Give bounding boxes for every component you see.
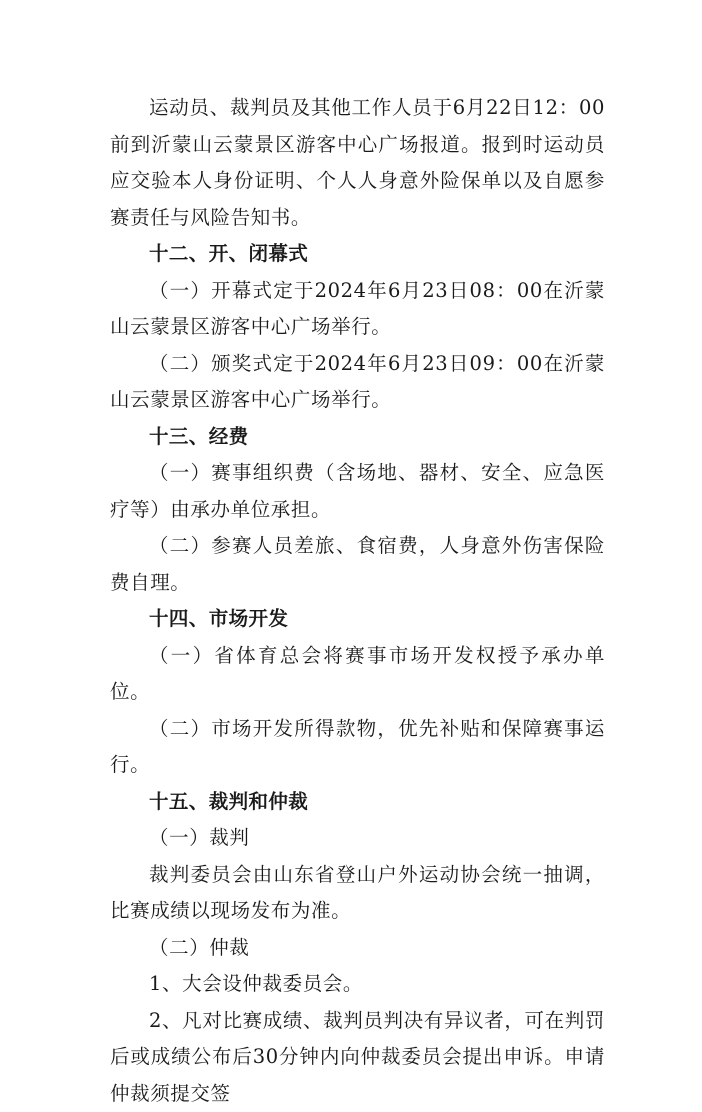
document-body — [110, 90, 605, 1112]
section-heading-12: 十二、开、闭幕式 — [110, 236, 605, 273]
paragraph-appeal: 2、凡对比赛成绩、裁判员判决有异议者，可在判罚后或成绩公布后30分钟内向仲裁委员会提出申诉。申请仲裁须提交签 — [110, 1003, 605, 1112]
section-heading-15: 十五、裁判和仲裁 — [110, 784, 605, 821]
section-heading-14: 十四、市场开发 — [110, 601, 605, 638]
paragraph-organizing-cost: （一）赛事组织费（含场地、器材、安全、应急医疗等）由承办单位承担。 — [110, 455, 605, 528]
paragraph-participant-cost: （二）参赛人员差旅、食宿费，人身意外伤害保险费自理。 — [110, 528, 605, 601]
paragraph-award-ceremony: （二）颁奖式定于2024年6月23日09：00在沂蒙山云蒙景区游客中心广场举行。 — [110, 346, 605, 419]
paragraph-market-proceeds: （二）市场开发所得款物，优先补贴和保障赛事运行。 — [110, 711, 605, 784]
paragraph-registration: 运动员、裁判员及其他工作人员于6月22日12：00前到沂蒙山云蒙景区游客中心广场报道。报到时运动员应交验本人身份证明、个人人身意外险保单以及自愿参赛责任与风险告知书。 — [110, 90, 605, 236]
subheading-referee: （一）裁判 — [110, 820, 605, 857]
paragraph-arbitration-committee: 1、大会设仲裁委员会。 — [110, 966, 605, 1003]
paragraph-market-rights: （一）省体育总会将赛事市场开发权授予承办单位。 — [110, 638, 605, 711]
section-heading-13: 十三、经费 — [110, 419, 605, 456]
paragraph-opening-ceremony: （一）开幕式定于2024年6月23日08：00在沂蒙山云蒙景区游客中心广场举行。 — [110, 273, 605, 346]
subheading-arbitration: （二）仲裁 — [110, 930, 605, 967]
paragraph-referee-committee: 裁判委员会由山东省登山户外运动协会统一抽调，比赛成绩以现场发布为准。 — [110, 857, 605, 930]
